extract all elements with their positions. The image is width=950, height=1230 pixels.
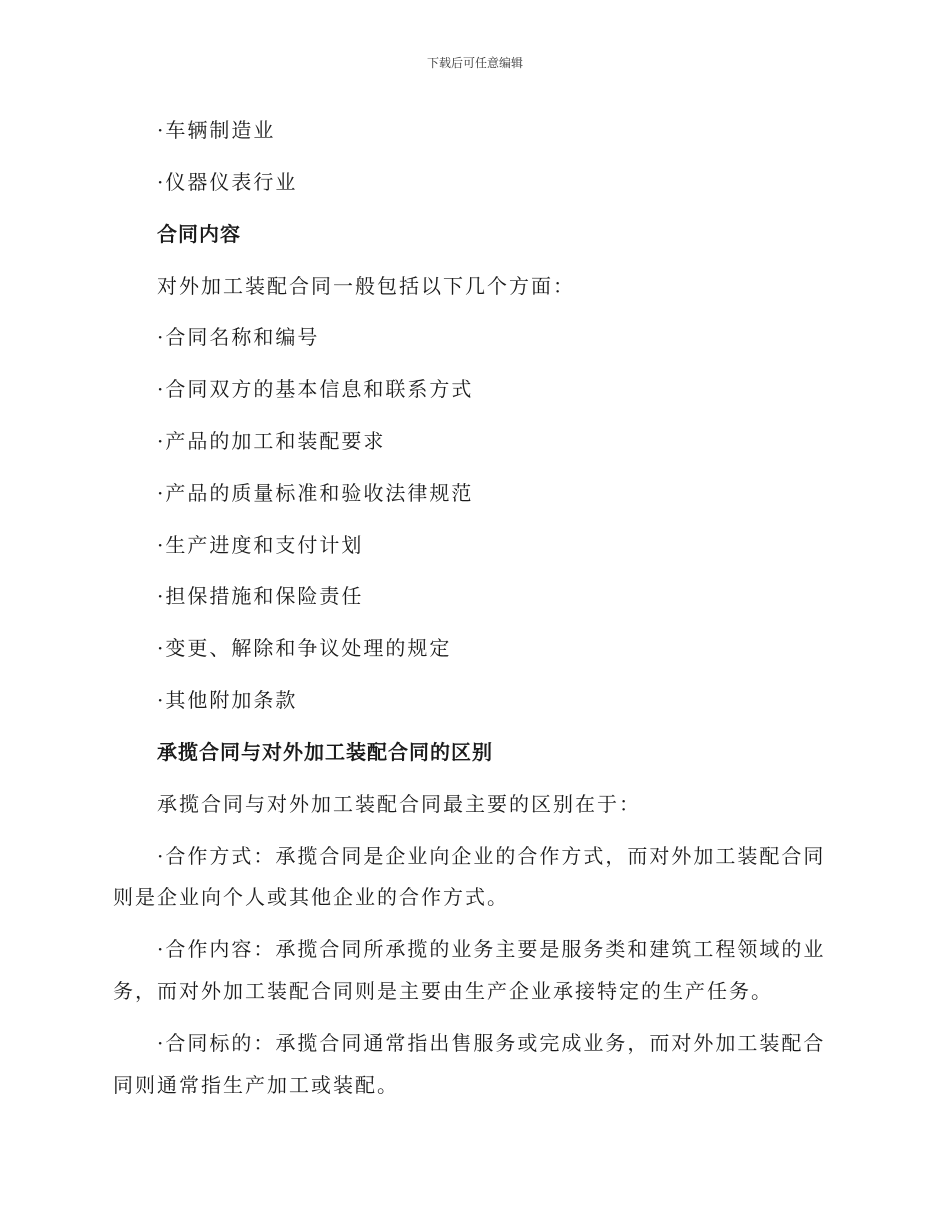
paragraph-line: 同则通常指生产加工或装配。 (113, 1073, 399, 1097)
list-item: ·其他附加条款 (157, 688, 298, 712)
section-heading: 承揽合同与对外加工装配合同的区别 (157, 740, 493, 764)
list-item: ·合同双方的基本信息和联系方式 (157, 377, 474, 401)
paragraph-line: ·合作方式：承揽合同是企业向企业的合作方式，而对外加工装配合同 (157, 844, 826, 868)
list-item: ·产品的加工和装配要求 (157, 429, 386, 453)
list-item: ·生产进度和支付计划 (157, 533, 364, 557)
list-item: ·车辆制造业 (157, 118, 276, 142)
list-item: ·合同名称和编号 (157, 325, 320, 349)
paragraph-line: 务，而对外加工装配合同则是主要由生产企业承接特定的生产任务。 (113, 979, 773, 1003)
list-item: ·产品的质量标准和验收法律规范 (157, 481, 474, 505)
page-header: 下载后可任意编辑 (426, 56, 523, 70)
paragraph-line: ·合同标的：承揽合同通常指出售服务或完成业务，而对外加工装配合 (157, 1031, 826, 1055)
intro-text: 对外加工装配合同一般包括以下几个方面： (157, 274, 575, 298)
list-item: ·担保措施和保险责任 (157, 584, 364, 608)
intro-text: 承揽合同与对外加工装配合同最主要的区别在于： (157, 792, 641, 816)
paragraph-line: ·合作内容：承揽合同所承揽的业务主要是服务类和建筑工程领域的业 (157, 937, 826, 961)
list-item: ·仪器仪表行业 (157, 170, 298, 194)
paragraph-line: 则是企业向个人或其他企业的合作方式。 (113, 885, 509, 909)
section-heading: 合同内容 (157, 222, 241, 246)
list-item: ·变更、解除和争议处理的规定 (157, 636, 452, 660)
